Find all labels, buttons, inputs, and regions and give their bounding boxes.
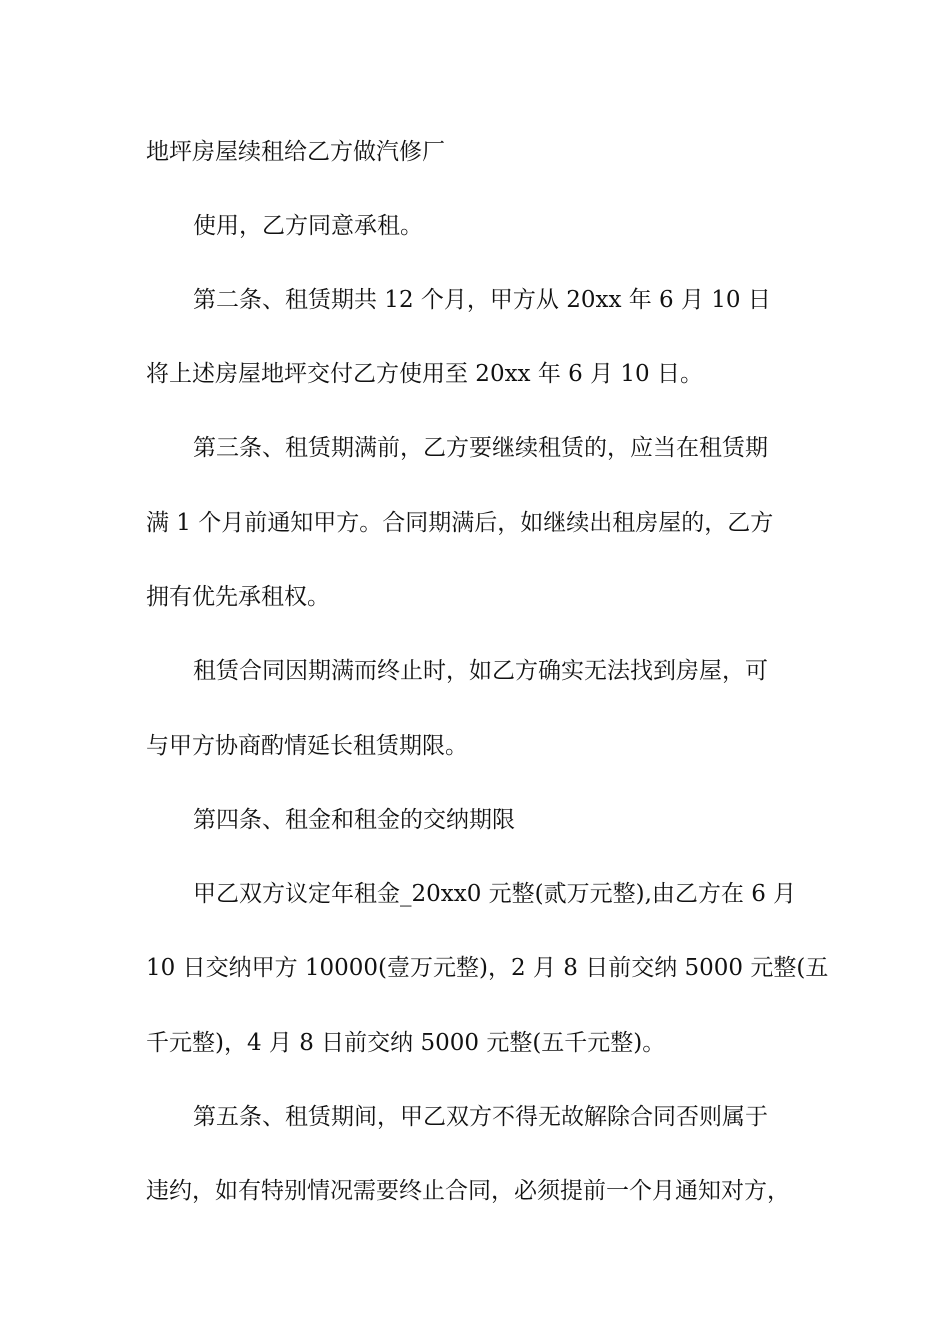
text-line-11: 甲乙双方议定年租金_20xx0 元整(贰万元整),由乙方在 6 月	[193, 881, 797, 907]
text-line-8: 租赁合同因期满而终止时，如乙方确实无法找到房屋，可	[193, 658, 768, 684]
text-line-4: 将上述房屋地坪交付乙方使用至 20xx 年 6 月 10 日。	[146, 361, 703, 387]
text-line-3: 第二条、租赁期共 12 个月，甲方从 20xx 年 6 月 10 日	[193, 287, 771, 313]
text-line-5: 第三条、租赁期满前，乙方要继续租赁的，应当在租赁期	[193, 435, 768, 461]
text-line-1: 地坪房屋续租给乙方做汽修厂	[146, 139, 445, 165]
text-line-15: 违约，如有特别情况需要终止合同，必须提前一个月通知对方，	[146, 1178, 790, 1204]
text-line-14: 第五条、租赁期间，甲乙双方不得无故解除合同否则属于	[193, 1104, 768, 1130]
text-line-12: 10 日交纳甲方 10000(壹万元整)，2 月 8 日前交纳 5000 元整(五	[146, 955, 829, 981]
text-line-9: 与甲方协商酌情延长租赁期限。	[146, 733, 468, 759]
text-line-10: 第四条、租金和租金的交纳期限	[193, 807, 515, 833]
text-line-2: 使用，乙方同意承租。	[193, 213, 423, 239]
text-line-6: 满 1 个月前通知甲方。合同期满后，如继续出租房屋的，乙方	[146, 510, 774, 536]
text-line-7: 拥有优先承租权。	[146, 584, 330, 610]
text-line-13: 千元整)，4 月 8 日前交纳 5000 元整(五千元整)。	[146, 1030, 666, 1056]
